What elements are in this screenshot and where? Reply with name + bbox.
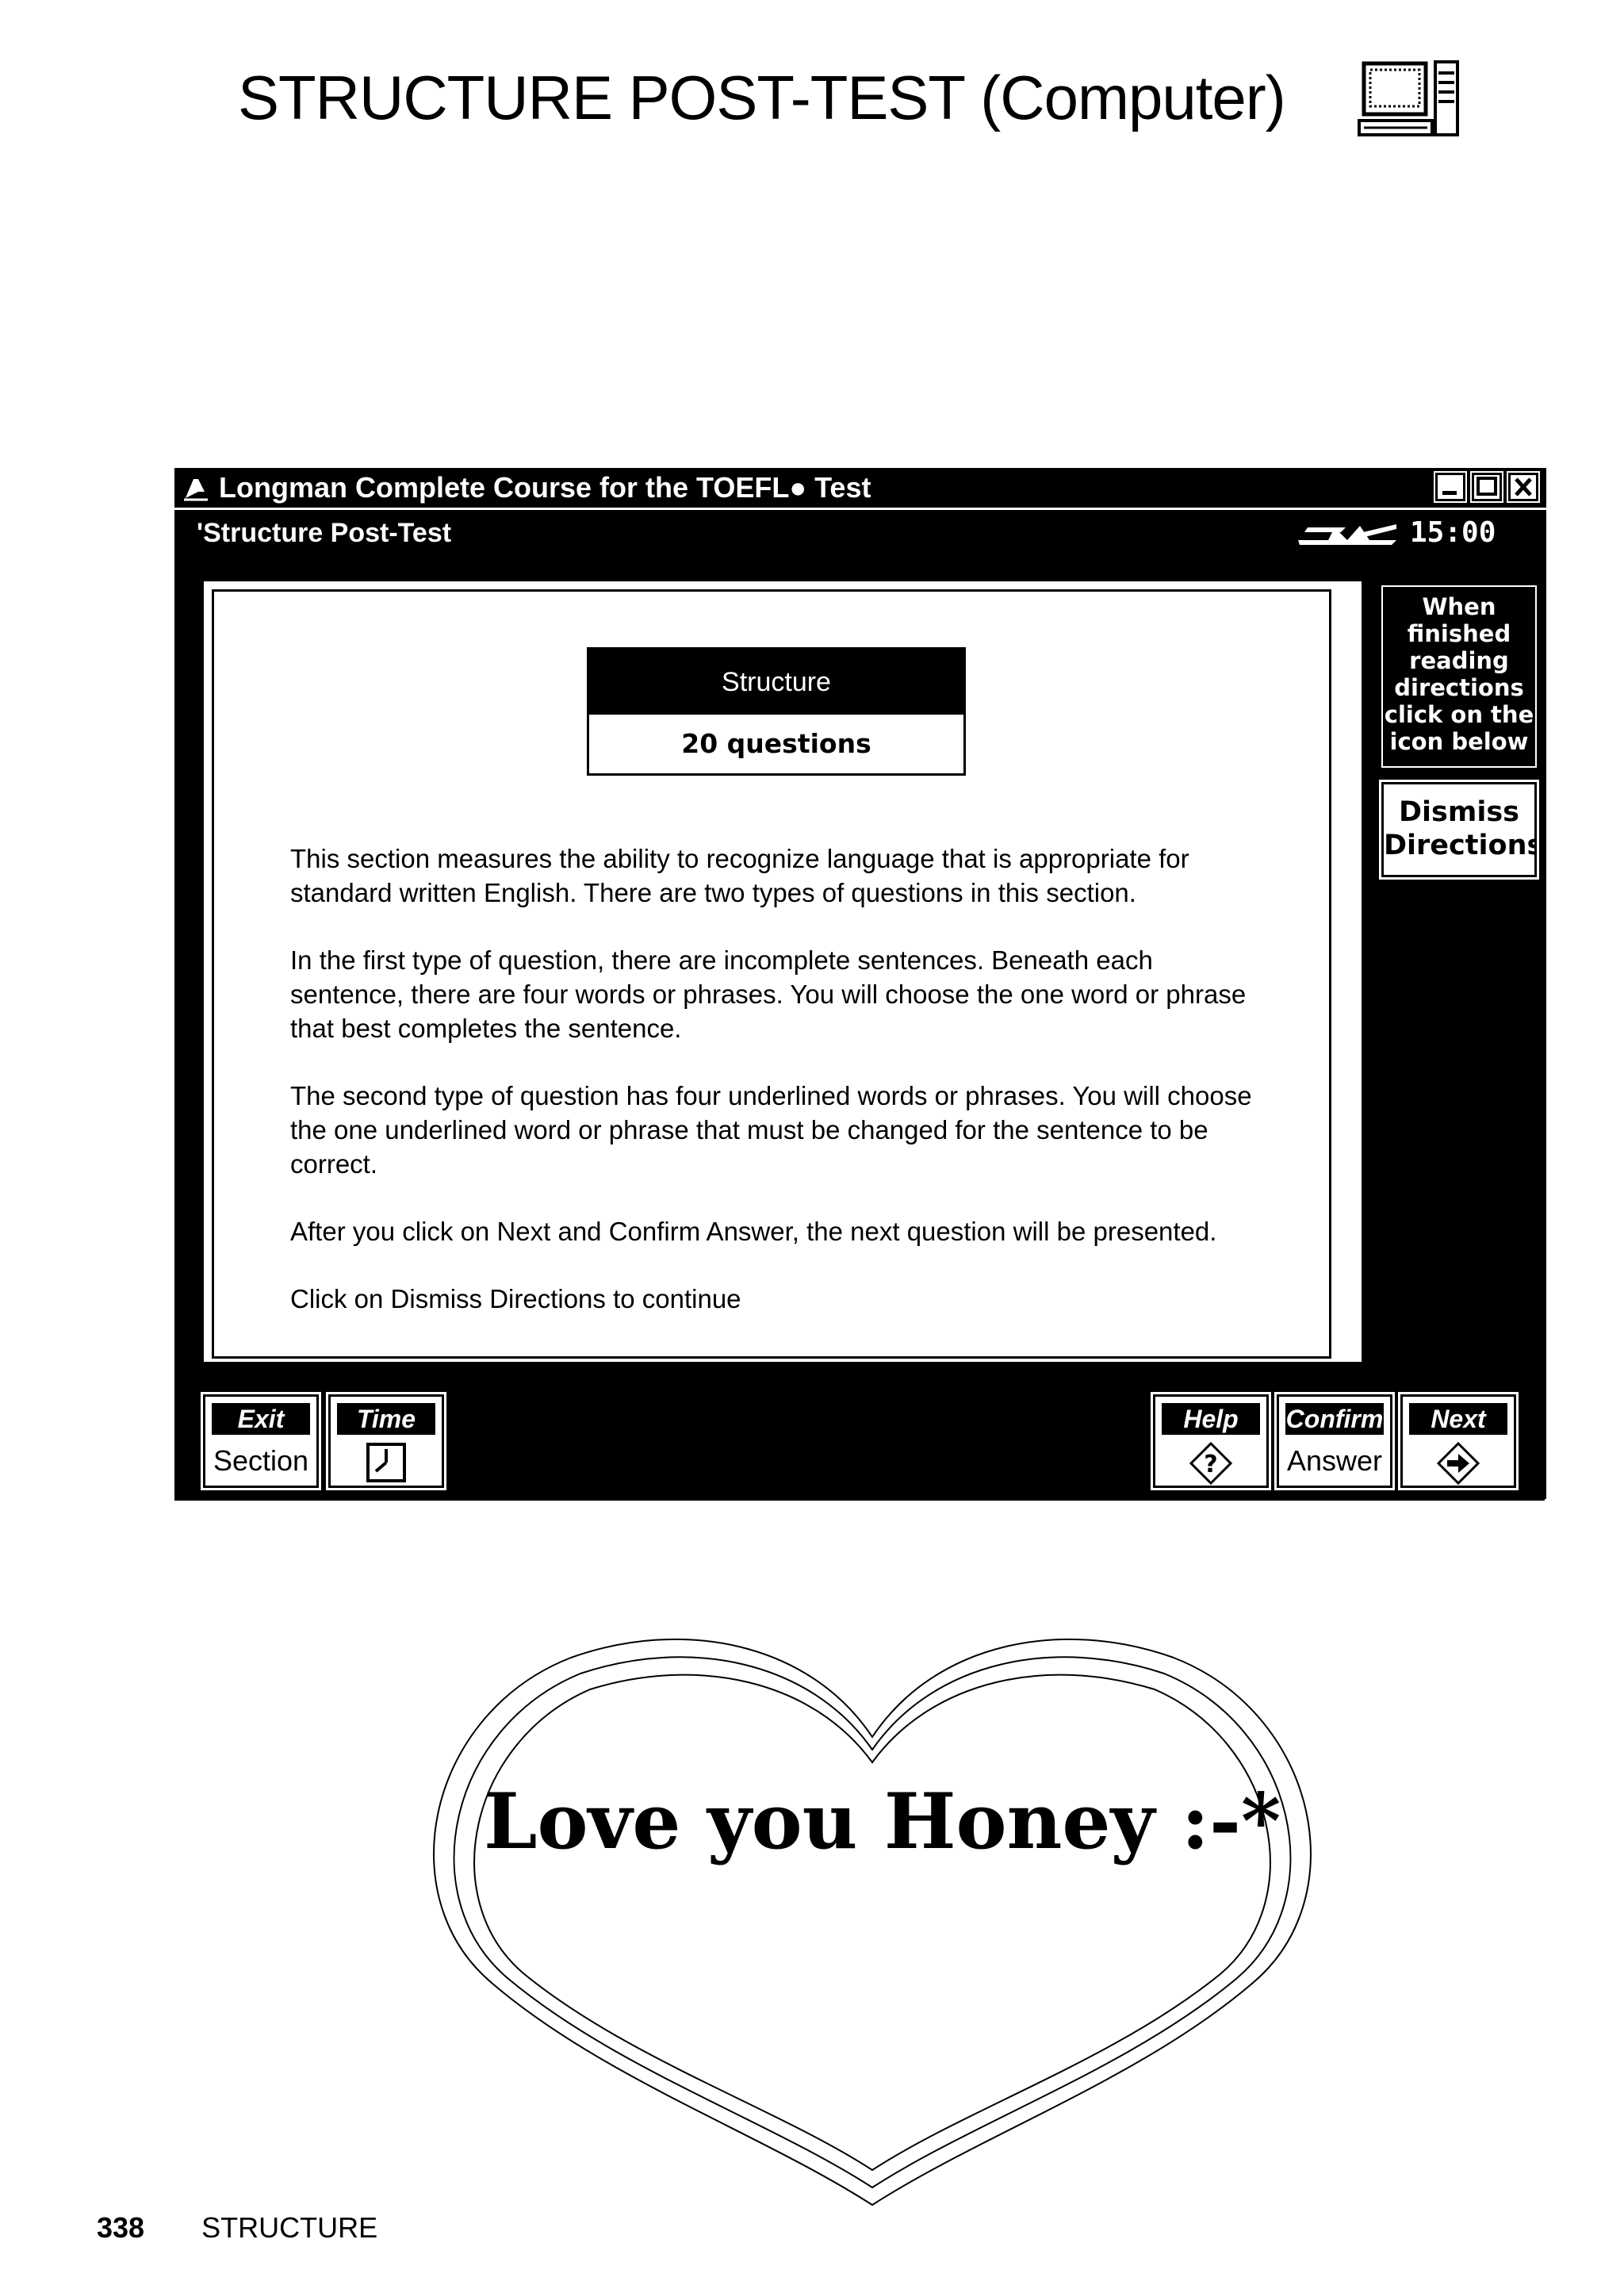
structure-label: Structure (589, 650, 963, 715)
minimize-icon (1438, 475, 1463, 499)
directions-paragraph: The second type of question has four underlined words or phrases. You will choose the one underlined word or phrase that must be changed for the sentence to be correct. (290, 1081, 1252, 1179)
directions-paragraph: After you click on Next and Confirm Answer, the next question will be presented. (290, 1217, 1217, 1246)
directions-content (212, 589, 1331, 1359)
timer-display: 15:00 (1410, 516, 1496, 549)
directions-paragraph: In the first type of question, there are incomplete sentences. Beneath each sentence, there are four words or phrases. You will choose the one word or phrase that best completes the sentence. (290, 945, 1247, 1043)
heart-decoration (396, 1610, 1348, 2213)
confirm-label: Confirm (1285, 1405, 1384, 1433)
svg-text:?: ? (1204, 1451, 1218, 1478)
pen-logo-icon (182, 474, 209, 501)
maximize-button[interactable] (1472, 473, 1502, 501)
time-button[interactable] (328, 1394, 444, 1488)
exit-section-button[interactable] (203, 1394, 319, 1488)
help-button[interactable] (1153, 1394, 1269, 1488)
window-underline (174, 1497, 1545, 1501)
page-number: 338 (97, 2211, 145, 2244)
directions-paragraph: This section measures the ability to recognize language that is appropriate for standard written English. There are two types of questions in this section. (290, 844, 1189, 907)
page-heading: STRUCTURE POST-TEST (Computer) (238, 63, 1285, 132)
answer-label: Answer (1286, 1444, 1383, 1477)
main-panel (201, 579, 1364, 1364)
help-label: Help (1162, 1403, 1260, 1435)
directions-text (290, 842, 1274, 1349)
structure-info-box (587, 647, 966, 776)
close-button[interactable] (1508, 473, 1538, 501)
section-title: 'Structure Post-Test (197, 518, 452, 548)
next-label: Next (1409, 1403, 1507, 1435)
question-count: 20 questions (681, 728, 871, 759)
side-panel (1364, 579, 1546, 1364)
bottom-toolbar (174, 1380, 1546, 1499)
footer-section: STRUCTURE (201, 2211, 378, 2244)
confirm-answer-button[interactable] (1277, 1394, 1392, 1488)
exit-label: Exit (212, 1403, 310, 1435)
close-icon (1511, 475, 1536, 499)
instruction-box: When finished reading directions click on the icon below (1381, 585, 1537, 768)
computer-icon (1358, 60, 1461, 140)
minimize-button[interactable] (1435, 473, 1465, 501)
timer-logo-icon (1297, 521, 1398, 546)
next-button[interactable] (1400, 1394, 1516, 1488)
arrow-diamond-icon (1436, 1441, 1480, 1486)
section-label: Section (213, 1444, 309, 1477)
title-bar[interactable] (174, 468, 1546, 510)
time-label: Time (337, 1403, 435, 1435)
heart-text: Love you Honey :-* (484, 1777, 1281, 1866)
question-diamond-icon (1189, 1441, 1233, 1486)
app-title: Longman Complete Course for the TOEFL● Test (219, 471, 871, 504)
maximize-icon (1474, 475, 1500, 499)
app-window (174, 468, 1546, 1499)
dismiss-directions-button[interactable]: Dismiss Directions (1381, 782, 1537, 877)
page-footer (97, 2211, 377, 2245)
clock-icon (365, 1441, 408, 1484)
section-bar (174, 510, 1546, 559)
directions-paragraph: Click on Dismiss Directions to continue (290, 1284, 741, 1313)
